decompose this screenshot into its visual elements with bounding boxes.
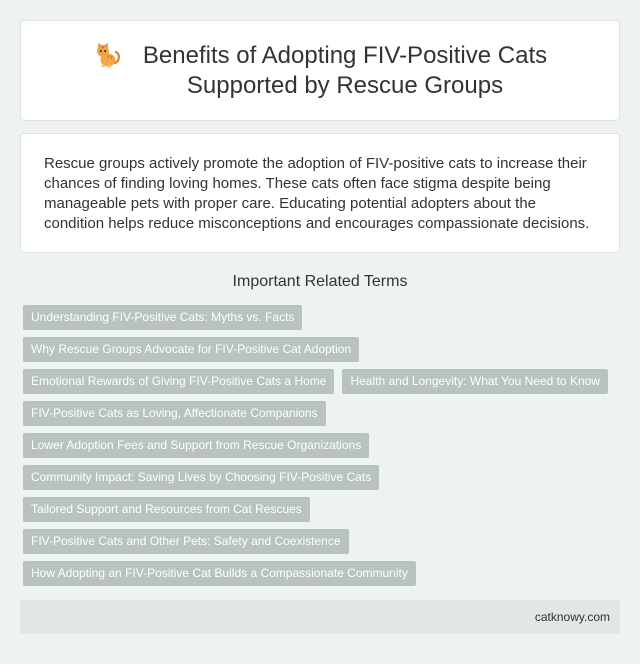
related-term-tag[interactable]: FIV-Positive Cats and Other Pets: Safety and Coexistence (23, 529, 349, 554)
title-row (93, 41, 547, 101)
cat-icon (93, 41, 121, 69)
related-term-tag[interactable]: Tailored Support and Resources from Cat Rescues (23, 497, 310, 522)
summary-text: Rescue groups actively promote the adoption of FIV-positive cats to increase their chances of finding loving homes. These cats often face stigma despite being manageable pets with proper care. Educating potential adopters about the condition helps reduce misconceptions and encourages compassionate decisions. (44, 155, 590, 232)
related-term-tag[interactable]: Understanding FIV-Positive Cats: Myths vs. Facts (23, 305, 302, 330)
related-term-tag[interactable]: Why Rescue Groups Advocate for FIV-Positive Cat Adoption (23, 337, 359, 362)
footer (20, 600, 620, 634)
page-title-line-2: Supported by Rescue Groups (186, 71, 504, 99)
related-term-tag[interactable]: Community Impact: Saving Lives by Choosing FIV-Positive Cats (23, 465, 379, 490)
page-title (143, 41, 547, 101)
related-terms-heading: Important Related Terms (232, 273, 408, 290)
tag-row (23, 433, 623, 458)
tag-row (23, 369, 623, 394)
tag-row (23, 561, 623, 586)
related-term-tag[interactable]: Emotional Rewards of Giving FIV-Positive Cats a Home (23, 369, 334, 394)
related-term-tag[interactable]: Lower Adoption Fees and Support from Rescue Organizations (23, 433, 369, 458)
tag-row (23, 529, 623, 554)
tag-row (23, 305, 623, 330)
tag-row (23, 497, 623, 522)
related-term-tag[interactable]: Health and Longevity: What You Need to Know (342, 369, 608, 394)
related-terms-list (23, 305, 623, 593)
related-term-tag[interactable]: FIV-Positive Cats as Loving, Affectionate Companions (23, 401, 326, 426)
page-title-line-1: Benefits of Adopting FIV-Positive Cats (142, 41, 548, 69)
related-term-tag[interactable]: How Adopting an FIV-Positive Cat Builds a Compassionate Community (23, 561, 416, 586)
tag-row (23, 465, 623, 490)
tag-row (23, 401, 623, 426)
tag-row (23, 337, 623, 362)
summary-card (20, 133, 620, 253)
footer-site-link[interactable]: catknowy.com (534, 610, 610, 624)
title-card (20, 20, 620, 121)
